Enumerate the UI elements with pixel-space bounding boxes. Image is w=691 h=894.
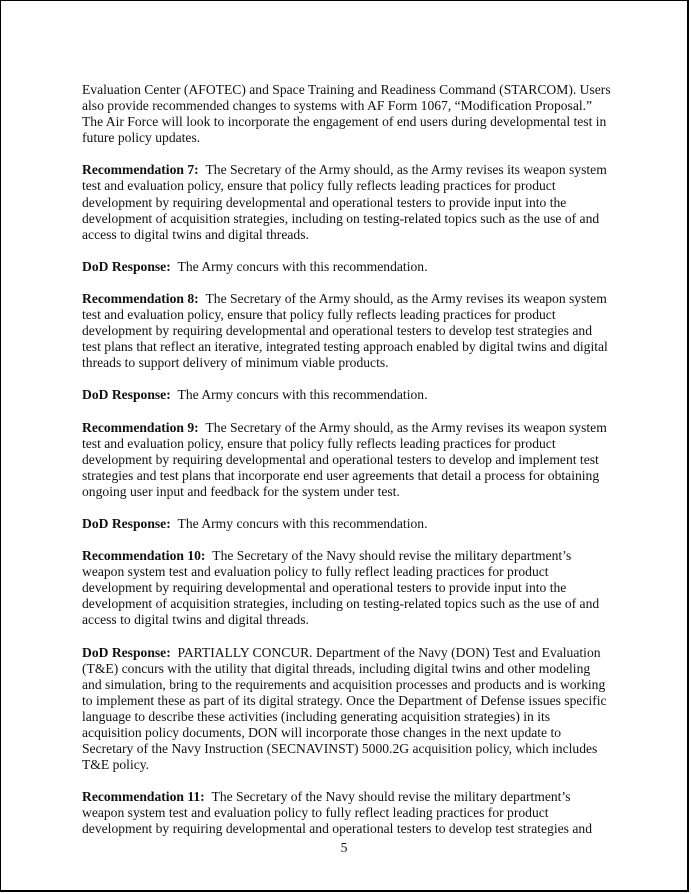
response-text: The Army concurs with this recommendation.	[177, 258, 428, 274]
response-label: DoD Response:	[82, 258, 171, 274]
recommendation-7	[82, 162, 612, 242]
recommendation-10	[82, 548, 612, 628]
recommendation-label: Recommendation 7:	[82, 162, 199, 178]
recommendation-label: Recommendation 11:	[82, 789, 205, 805]
dod-response-8	[82, 387, 612, 403]
recommendation-11	[82, 789, 612, 837]
response-label: DoD Response:	[82, 387, 171, 403]
recommendation-text: The Secretary of the Navy should revise the military department’s weapon system test and evaluation policy to fully reflect leading practices for product development by requiring developmental and operational testers to develop test strategies and	[82, 789, 592, 837]
recommendation-text: The Secretary of the Army should, as the Army revises its weapon system test and evaluation policy, ensure that policy fully reflects leading practices for product development by requiring developmental and operational testers to provide input into the development of acquisition strategies, including on testing-related topics such as the use of and access to digital twins and digital threads.	[82, 162, 607, 242]
page-body	[82, 82, 612, 854]
paragraph-text: Evaluation Center (AFOTEC) and Space Training and Readiness Command (STARCOM). Users also provide recommended changes to systems with AF Form 1067, “Modification Proposal.” The Air Force will look to incorporate the engagement of end users during developmental test in future policy updates.	[82, 82, 611, 146]
recommendation-text: The Secretary of the Army should, as the Army revises its weapon system test and evaluation policy, ensure that policy fully reflects leading practices for product development by requiring developmental and operational testers to develop and implement test strategies and test plans that incorporate end user agreements that detail a process for obtaining ongoing user input and feedback for the system under test.	[82, 419, 607, 499]
recommendation-9	[82, 420, 612, 500]
recommendation-text: The Secretary of the Army should, as the Army revises its weapon system test and evaluation policy, ensure that policy fully reflects leading practices for product development by requiring developmental and operational testers to develop test strategies and test plans that reflect an iterative, integrated testing approach enabled by digital twins and digital threads to support delivery of minimum viable products.	[82, 290, 608, 371]
recommendation-label: Recommendation 10:	[82, 548, 206, 564]
response-text: The Army concurs with this recommendation.	[177, 515, 428, 531]
recommendation-8	[82, 291, 612, 371]
dod-response-9	[82, 516, 612, 532]
recommendation-label: Recommendation 8:	[82, 290, 199, 306]
recommendation-label: Recommendation 9:	[82, 419, 199, 435]
response-label: DoD Response:	[82, 515, 171, 531]
paragraph-continuation	[82, 82, 612, 146]
dod-response-7	[82, 259, 612, 275]
recommendation-text: The Secretary of the Navy should revise the military department’s weapon system test and evaluation policy to fully reflect leading practices for product development by requiring developmental and operational testers to provide input into the development of acquisition strategies, including on testing-related topics such as the use of and access to digital twins and digital threads.	[82, 548, 600, 628]
dod-response-10	[82, 645, 612, 774]
page-number: 5	[340, 840, 348, 855]
response-text: The Army concurs with this recommendation.	[177, 387, 428, 403]
response-label: DoD Response:	[82, 644, 171, 660]
response-text: PARTIALLY CONCUR. Department of the Navy (DON) Test and Evaluation (T&E) concurs with the utility that digital threads, including digital twins and other modeling and simulation, bring to the requirements and acquisition processes and products and is working to implement these as part of its digital strategy. Once the Department of Defense issues specific language to describe these activities (including generating acquisition strategies) in its acquisition policy documents, DON will incorporate those changes in the next update to Secretary of the Navy Instruction (SECNAVINST) 5000.2G acquisition policy, which includes T&E policy.	[82, 644, 607, 773]
